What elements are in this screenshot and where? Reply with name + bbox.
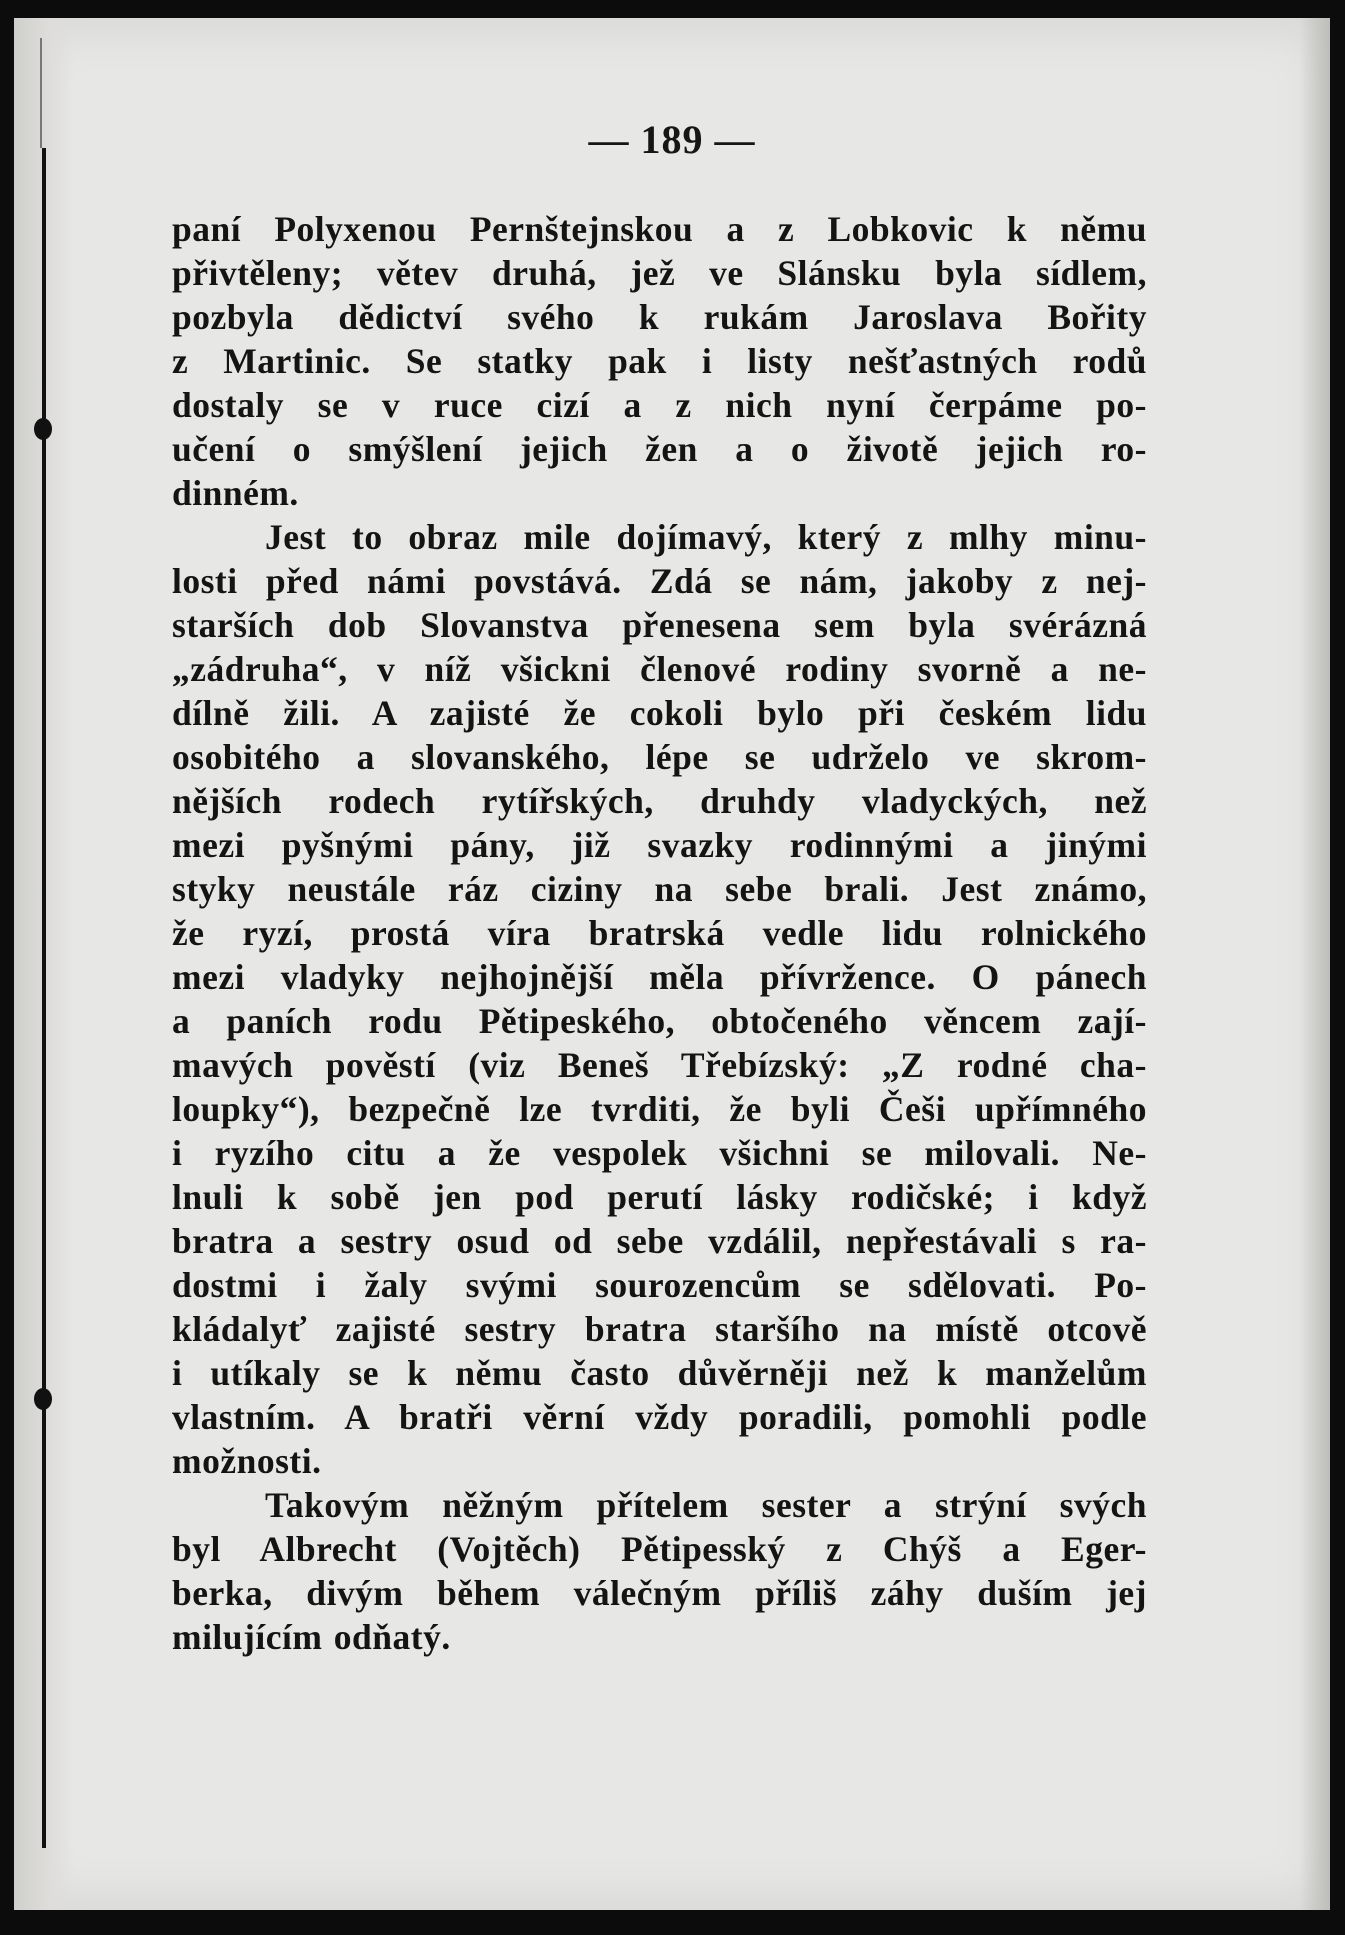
text-line: dílně žili. A zajisté že cokoli bylo při českém lidu — [172, 693, 1147, 733]
text-line: bratra a sestry osud od sebe vzdálil, nepřestávali s ra- — [172, 1221, 1147, 1261]
text-line: nějších rodech rytířských, druhdy vladyckých, než — [172, 781, 1147, 821]
text-line: lnuli k sobě jen pod perutí lásky rodičské; i když — [172, 1177, 1147, 1217]
text-line: přivtěleny; větev druhá, jež ve Slánsku byla sídlem, — [172, 253, 1147, 293]
page-body-text — [172, 207, 1147, 1659]
text-line: milujícím odňatý. — [172, 1617, 451, 1657]
text-line: starších dob Slovanstva přenesena sem byla svérázná — [172, 605, 1147, 645]
text-line: pozbyla dědictví svého k rukám Jaroslava Bořity — [172, 297, 1147, 337]
text-line: styky neustále ráz ciziny na sebe brali. Jest známo, — [172, 869, 1147, 909]
text-line: Takovým něžným přítelem sester a strýní svých — [265, 1485, 1147, 1525]
text-line: možnosti. — [172, 1441, 322, 1481]
binding-dot — [34, 1388, 52, 1410]
text-line: berka, divým během válečným příliš záhy duším jej — [172, 1573, 1147, 1613]
text-line: učení o smýšlení jejich žen a o životě jejich ro- — [172, 429, 1147, 469]
text-line: a paních rodu Pětipeského, obtočeného věncem zají- — [172, 1001, 1147, 1041]
page-number: — 189 — — [588, 117, 756, 162]
text-line: dinném. — [172, 473, 299, 513]
text-line: kládalyť zajisté sestry bratra staršího na místě otcově — [172, 1309, 1147, 1349]
text-line: mavých pověstí (viz Beneš Třebízský: „Z rodné cha- — [172, 1045, 1147, 1085]
page-edge-shadow — [1300, 18, 1330, 1910]
text-line: i utíkaly se k němu často důvěrněji než k manželům — [172, 1353, 1147, 1393]
text-line: Jest to obraz mile dojímavý, který z mlhy minu- — [265, 517, 1147, 557]
text-line: loupky“), bezpečně lze tvrditi, že byli Češi upřímného — [172, 1089, 1147, 1129]
text-line: vlastním. A bratři věrní vždy poradili, pomohli podle — [172, 1397, 1147, 1437]
text-line: že ryzí, prostá víra bratrská vedle lidu rolnického — [172, 913, 1147, 953]
text-line: „zádruha“, v níž všickni členové rodiny svorně a ne- — [172, 649, 1147, 689]
text-line: dostmi i žaly svými sourozencům se sdělovati. Po- — [172, 1265, 1147, 1305]
text-line: losti před námi povstává. Zdá se nám, jakoby z nej- — [172, 561, 1147, 601]
book-page — [14, 18, 1330, 1910]
text-line: byl Albrecht (Vojtěch) Pětipesský z Chýš a Eger- — [172, 1529, 1147, 1569]
text-line: mezi pyšnými pány, již svazky rodinnými a jinými — [172, 825, 1147, 865]
binding-line — [42, 148, 46, 1848]
text-line: z Martinic. Se statky pak i listy nešťastných rodů — [172, 341, 1147, 381]
text-line: paní Polyxenou Pernštejnskou a z Lobkovic k němu — [172, 209, 1147, 249]
text-line: i ryzího citu a že vespolek všichni se milovali. Ne- — [172, 1133, 1147, 1173]
text-line: mezi vladyky nejhojnější měla přívržence. O pánech — [172, 957, 1147, 997]
text-line: osobitého a slovanského, lépe se udrželo ve skrom- — [172, 737, 1147, 777]
text-line: dostaly se v ruce cizí a z nich nyní čerpáme po- — [172, 385, 1147, 425]
binding-dot — [34, 418, 52, 440]
